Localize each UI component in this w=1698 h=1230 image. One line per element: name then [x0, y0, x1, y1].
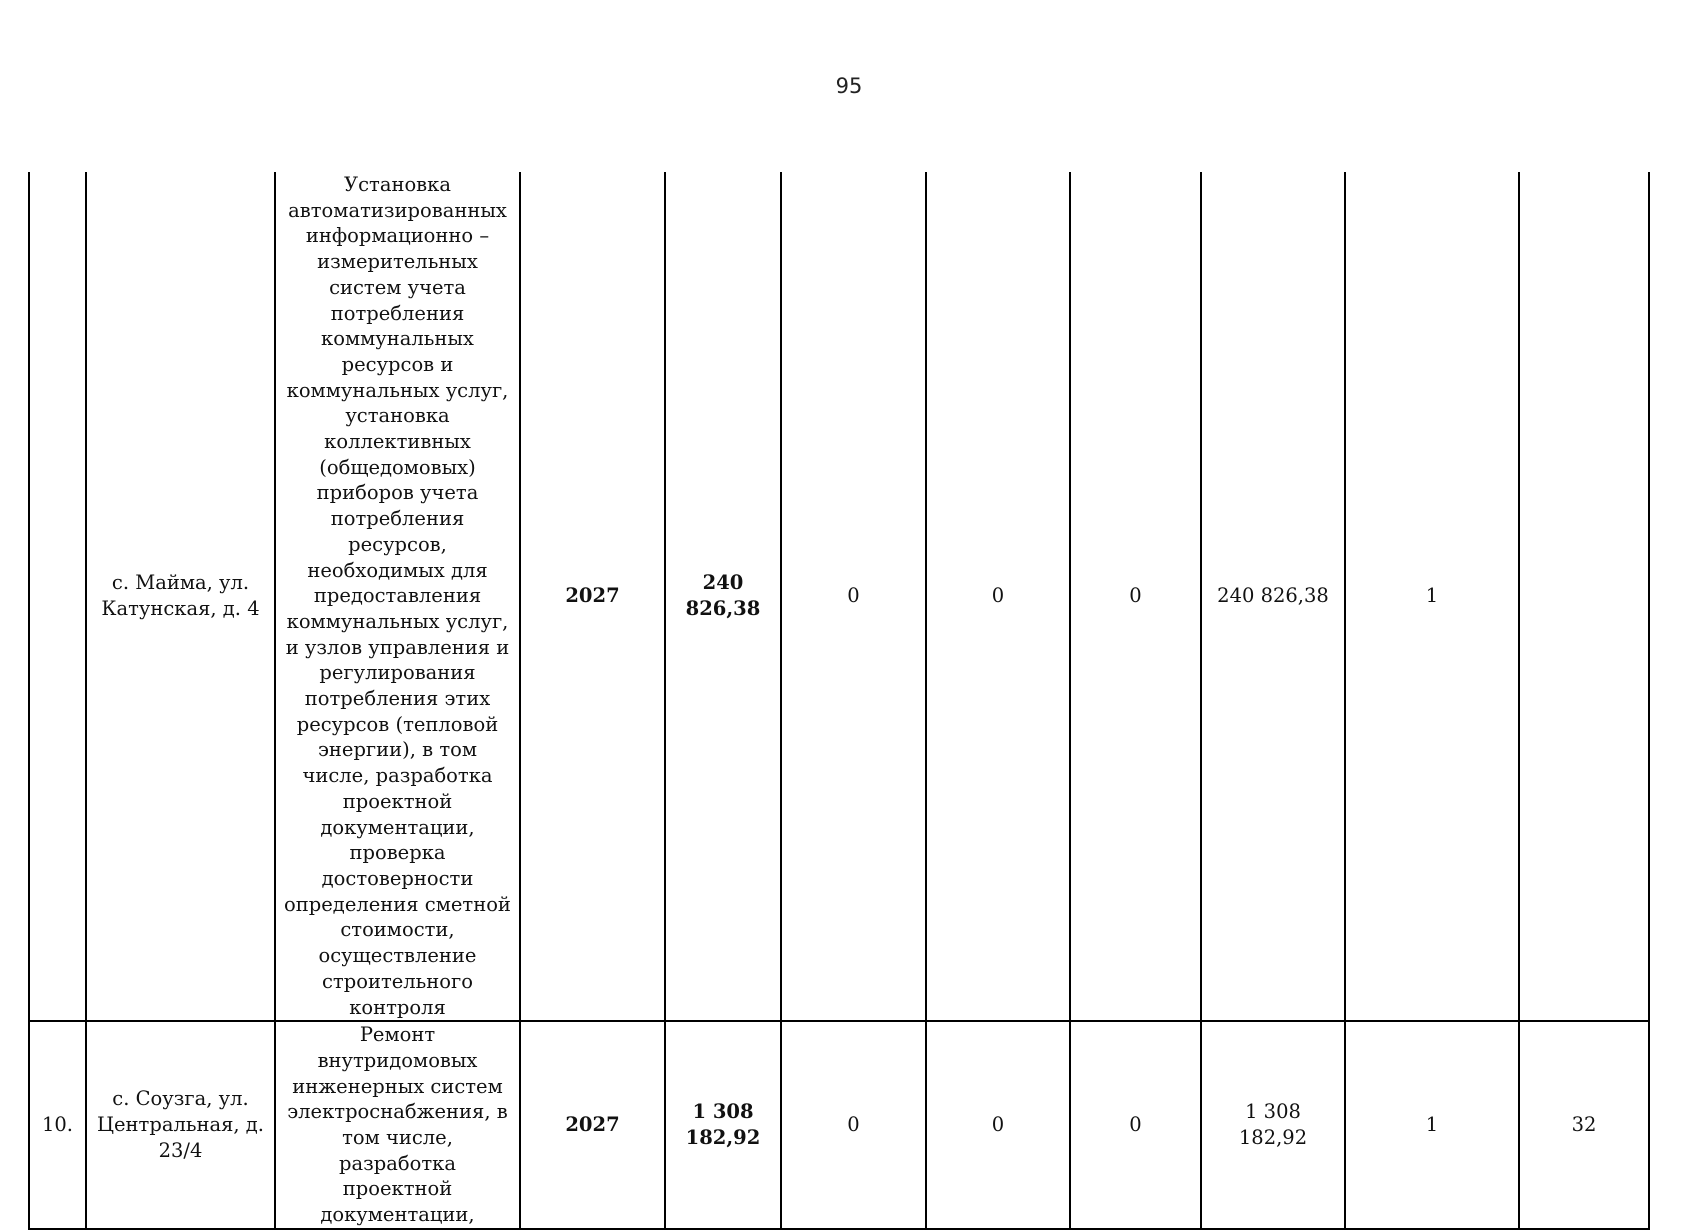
value-cell: 0 — [1070, 172, 1201, 1021]
year-cell: 2027 — [520, 172, 665, 1021]
extra-cell — [1519, 172, 1649, 1021]
page-number: 95 — [835, 74, 863, 98]
total-cost-cell: 240 826,38 — [665, 172, 781, 1021]
year-cell: 2027 — [520, 1021, 665, 1229]
count-cell: 1 — [1345, 1021, 1519, 1229]
address-cell: с. Майма, ул. Катунская, д. 4 — [86, 172, 275, 1021]
row-number-cell — [29, 172, 86, 1021]
value-cell: 0 — [781, 1021, 926, 1229]
value-cell: 0 — [1070, 1021, 1201, 1229]
address-cell: с. Соузга, ул. Центральная, д. 23/4 — [86, 1021, 275, 1229]
value-cell: 0 — [926, 1021, 1070, 1229]
extra-cell: 32 — [1519, 1021, 1649, 1229]
value-cell: 0 — [781, 172, 926, 1021]
table-row — [29, 172, 1649, 1021]
value-cell: 0 — [926, 172, 1070, 1021]
count-cell: 1 — [1345, 172, 1519, 1021]
amount-cell: 1 308 182,92 — [1201, 1021, 1345, 1229]
work-description-cell: Установка автоматизированных информационно – измерительных систем учета потребления коммунальных ресурсов и коммунальных услуг, установка коллективных (общедомовых) приборов учета потребления ресурсов, необходимых для предоставления коммунальных услуг, и узлов управления и регулирования потребления этих ресурсов (тепловой энергии), в том числе, разработка проектной документации, проверка достоверности определения сметной стоимости, осуществление строительного контроля — [275, 172, 520, 1021]
total-cost-cell: 1 308 182,92 — [665, 1021, 781, 1229]
amount-cell: 240 826,38 — [1201, 172, 1345, 1021]
row-number-cell: 10. — [29, 1021, 86, 1229]
works-table — [28, 172, 1650, 1230]
work-description-cell: Ремонт внутридомовых инженерных систем электроснабжения, в том числе, разработка проектной документации, — [275, 1021, 520, 1229]
table-row — [29, 1021, 1649, 1229]
